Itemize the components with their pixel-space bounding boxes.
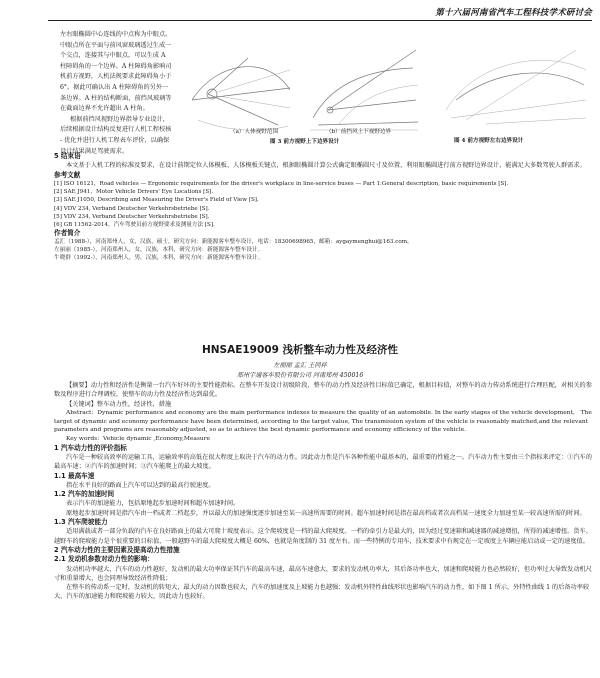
left-paragraph-2: 根据前挡风视野边界指导专业设计，后续根据设计结构反复进行人机工程校核 - 优化并进行人机工程表车评价，以确保设计结果满足驾驶需求。 [60,115,172,155]
windshield-boundary-sketch [310,50,418,130]
section-2-1-text-1: 发动机功率越大，汽车的动力性越好，发动机的最大功率保证其汽车的最高车速，最高车速愈大，要求的发动机功率大，其后备功率也大，加速和爬坡能力也必然较好，但功率过大导致发动机尺寸和重量增大，也会同理导致经济性降低； [54,565,592,582]
article-2-body [54,381,594,602]
field-of-view-sketch [192,58,290,130]
author-info-item: 孟汇（1988-），河南郑州人，女，汉族，硕士，研究方向：新能源客车整车设计，电话：18300698965，邮箱：aygaymenghui@163.com。 [54,239,413,246]
author-info-item: 牛晓群（1992-），河南郑州人，男，汉族，本科，研究方向：新能源客车整车设计。 [54,255,264,262]
reference-item: [2] SAE J941，Motor Vehicle Drivers' Eye Locations [S]. [54,189,214,196]
section-1-2-text-1: 表示汽车的加速能力，包括原地起步加速时间和超车加速时间。 [66,500,240,508]
abstract-en: Abstract：Dynamic performance and economy are the main performance indexes to measure the quality of an automobile. In the early stages of the vehicle development， The target of dynamic and economy performance have been determined, according to the target value, The transmission system of the vehicle is reasonably matched,and the relevant parameters and programs are reasonably adjusted, so as to achieve the best dynamic performance and economy efficiency of the vehicle. [54,409,592,434]
section-1-heading: 1 汽车动力性的评价指标 [54,443,127,452]
section-1-text: 汽车是一种较高效率的运输工具，运输效率的高低在很大程度上取决于汽车的动力性。因此动力性是汽车各种性能中最基本的，最重要的性能之一。汽车动力性主要由三个指标来评定：①汽车的最高车速；②汽车的加速时间；③汽车能爬上的最大坡度。 [54,454,592,471]
keywords-cn: 【关键词】整车动力性，经济性，措施 [66,400,172,408]
reference-item: [6] GB 11562-2014，汽车驾驶员前方视野要求及测量方法 [S]. [54,221,215,228]
section-2-1-text-2: 在整车的传动系一定时，发动机的转矩大，最大的动力因数也较大，汽车的加速度及上坡能力也越强；发动机外特性曲线形状也影响汽车的动力性，如下图 1 所示，外特性曲线 1 的后备功率较大，汽车的加速能力和爬坡能力较大，因此动力也较好。 [54,584,590,601]
section-5-heading: 5 结束语 [54,152,81,160]
reference-item: [5] VDV 234, Verband Deutscher Verkehrsbetriebe [S]. [54,213,210,220]
author-info-item: 左丽丽（1985-），河南郑州人，女，汉族，本科，研究方向：新能源客车整车设计。 [54,247,264,254]
section-1-3-text: 适用满载或者一部分负载的汽车在良好路面上的最大可爬十坡度表示。这个爬坡度是一档的最大爬坡度。一档的牵引力是最大的，因为经过变速箱和减速器的减速增扭，所得的减速增扭。货车、越野车的爬坡能力是个很重要的目标值，一般越野车的最大爬坡度大概是 60%，也就是角度制的 31 度左右。而一些特例的专用车，技术要求中有规定在一定坡度上车辆应能启动或一定的速度值。 [54,528,592,545]
section-1-2-text-2: 原地起步加速时间是指汽车由一档或者二档起步，并以最大的加速强度逐步加速至某一高速所需要的时间。超车加速时间是指在最高档或者次高档某一速度全力加速至某一较高速所需的时间。 [66,509,586,517]
figure-3 [178,30,428,148]
article-2-title: HNSAE19009 浅析整车动力性及经济性 [201,344,399,356]
author-info-heading: 作者简介 [54,228,81,237]
references-heading: 参考文献 [54,170,81,179]
running-header: 第十六届河南省汽车工程科技学术研讨会 [435,8,592,18]
header-rule [48,20,592,21]
first-article-tail [54,152,594,262]
reference-list [54,180,594,229]
section-5-text: 本文基于人机工程的标准及要求，在设计前期定位人体模板、人体模板关键点，根据眼椭圆计算公式确定眼椭圆尺寸及位置，利用眼椭圆进行前方视野边界设计，能满足大多数驾驶人群需求。 [66,162,586,170]
figure-4 [436,30,592,148]
figure-3-caption: 图 3 前方视野上下边界设计 [270,139,340,145]
section-1-1-heading: 1.1 最高车速 [54,471,95,480]
article-2-affiliation: 郑州宇通客车股份有限公司 河南郑州 450016 [236,372,364,379]
section-1-2-heading: 1.2 汽车的加速时间 [54,490,115,499]
left-column-text [60,30,172,157]
keywords-en: Key words：Vehicle dynamic ,Economy,Measure [66,436,210,442]
section-1-3-heading: 1.3 汽车爬坡能力 [54,518,108,527]
reference-item: [1] ISO 16121，Road vehicles — Ergonomic requirements for the driver's workplace in line-service buses — Part 1:General description, basic requirements [S]. [54,181,509,188]
article-2-authors: 左丽丽 孟汇 王同祥 [273,362,327,369]
figure-3b-caption: （b）前挡风上下视野边界 [326,129,392,135]
section-1-1-text: 指在水平良好的路面上汽车可以达到的最高行驶速度。 [66,481,215,489]
author-info-list [54,238,594,262]
figure-3a-caption: （a）人体视野范围 [230,129,279,135]
section-2-1-heading: 2.1 发动机参数对动力性的影响： [54,555,154,564]
figure-4-drawing [436,30,592,134]
reference-item: [4] VDV 234, Verband Deutscher Verkehrsbetriebe [S]. [54,205,210,212]
abstract-cn: 【摘要】动力性和经济性是衡量一台汽车好坏的主要性能指标。在整车开发设计初级阶段，整车的动力性及经济性目标值已确定，根据目标值，对整车的动力传动系统进行合理匹配，对相关的参数及程序进行合理调校，使整车的动力性及经济性达到最优。 [54,382,592,399]
figure-4-caption: 图 4 前方视野左右边界设计 [454,138,524,144]
section-2-heading: 2 汽车动力性的主要因素及提高动力性措施 [54,545,180,554]
left-paragraph-1: 左右眼椭圆中心连线的中点称为中眼点。中眼点所在平面与前风窗玻璃透过生成一个交点，连接其与中眼点，可以生成 A 柱障碍角的一个边界。A 柱障碍角影响司机前方视野，人机法规要求此障碍角小于 6°。据此可确认出 A 柱障碍角的另外一条边界。A 柱的结构断面，前挡风玻璃等在截面边界不允许超出 A 柱角。 [60,31,172,113]
reference-item: [3] SAE J1050, Describing and Measuring the Driver's Field of View [S]. [54,197,259,204]
